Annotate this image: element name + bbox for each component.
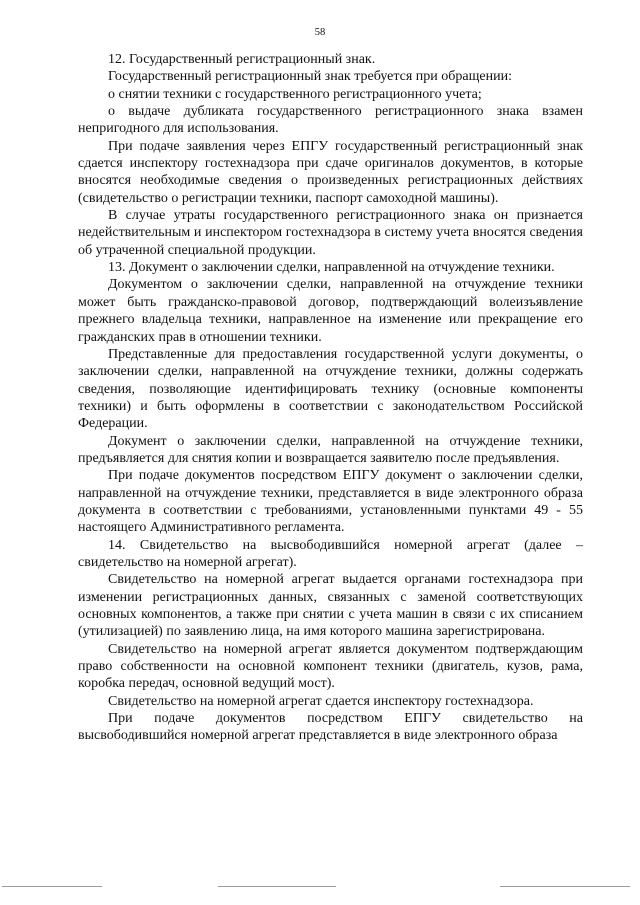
page-number: 58 (314, 27, 326, 38)
paragraph: Свидетельство на номерной агрегат сдается инспектору гостехнадзора. (108, 693, 534, 709)
paragraph: При подаче заявления через ЕПГУ государственный регистрационный знак сдается инспектору гостехнадзора при сдаче оригиналов документов, в которые вносятся необходимые сведения о произведенных регистрационных действиях (свидетельство о регистрации техники, паспорт самоходной машины). (78, 138, 583, 206)
document-body (78, 51, 583, 745)
paragraph: 12. Государственный регистрационный знак. (108, 52, 376, 67)
paragraph: 14. Свидетельство на высвободившийся номерной агрегат (далее – свидетельство на номерной агрегат). (78, 537, 583, 570)
paragraph: Государственный регистрационный знак требуется при обращении: (108, 69, 512, 85)
paragraph: о снятии техники с государственного регистрационного учета; (108, 86, 482, 102)
paragraph: о выдаче дубликата государственного регистрационного знака взамен непригодного для использования. (78, 104, 583, 137)
scan-artifact-line (218, 886, 336, 887)
paragraph: Представленные для предоставления государственной услуги документы, о заключении сделки, направленной на отчуждение техники, должны содержать сведения, позволяющие идентифицировать технику (основные компоненты техники) и быть оформлены в соответствии с законодательством Российской Федерации. (78, 346, 583, 432)
paragraph: Документом о заключении сделки, направленной на отчуждение техники может быть гражданско-правовой договор, подтверждающий волеизъявление прежнего владельца техники, направленное на изменение или прекращение его гражданских прав в отношении техники. (78, 277, 583, 345)
paragraph: Свидетельство на номерной агрегат является документом подтверждающим право собственности на основной компонент техники (двигатель, кузов, рама, коробка передач, основной ведущий мост). (78, 641, 583, 692)
paragraph: Свидетельство на номерной агрегат выдается органами гостехнадзора при изменении регистрационных данных, связанных с заменой соответствующих основных компонентов, а также при снятии с учета машин в связи с их списанием (утилизацией) по заявлению лица, на имя которого машина зарегистрирована. (78, 572, 583, 640)
scan-artifact-line (2, 886, 102, 887)
paragraph: При подаче документов посредством ЕПГУ свидетельство на высвободившийся номерной агрегат представляется в виде электронного образа (78, 711, 583, 744)
paragraph: В случае утраты государственного регистрационного знака он признается недействительным и инспектором гостехнадзора в систему учета вносятся сведения об утраченной специальной продукции. (78, 208, 583, 258)
scan-artifact-line (500, 886, 630, 887)
paragraph: При подаче документов посредством ЕПГУ документ о заключении сделки, направленной на отчуждение техники, представляется в виде электронного образа документа в соответствии с требованиями, установленными пунктами 49 - 55 настоящего Административного регламента. (78, 468, 583, 536)
paragraph: 13. Документ о заключении сделки, направленной на отчуждение техники. (108, 260, 555, 276)
paragraph: Документ о заключении сделки, направленной на отчуждение техники, предъявляется для снятия копии и возвращается заявителю после предъявления. (78, 433, 583, 466)
